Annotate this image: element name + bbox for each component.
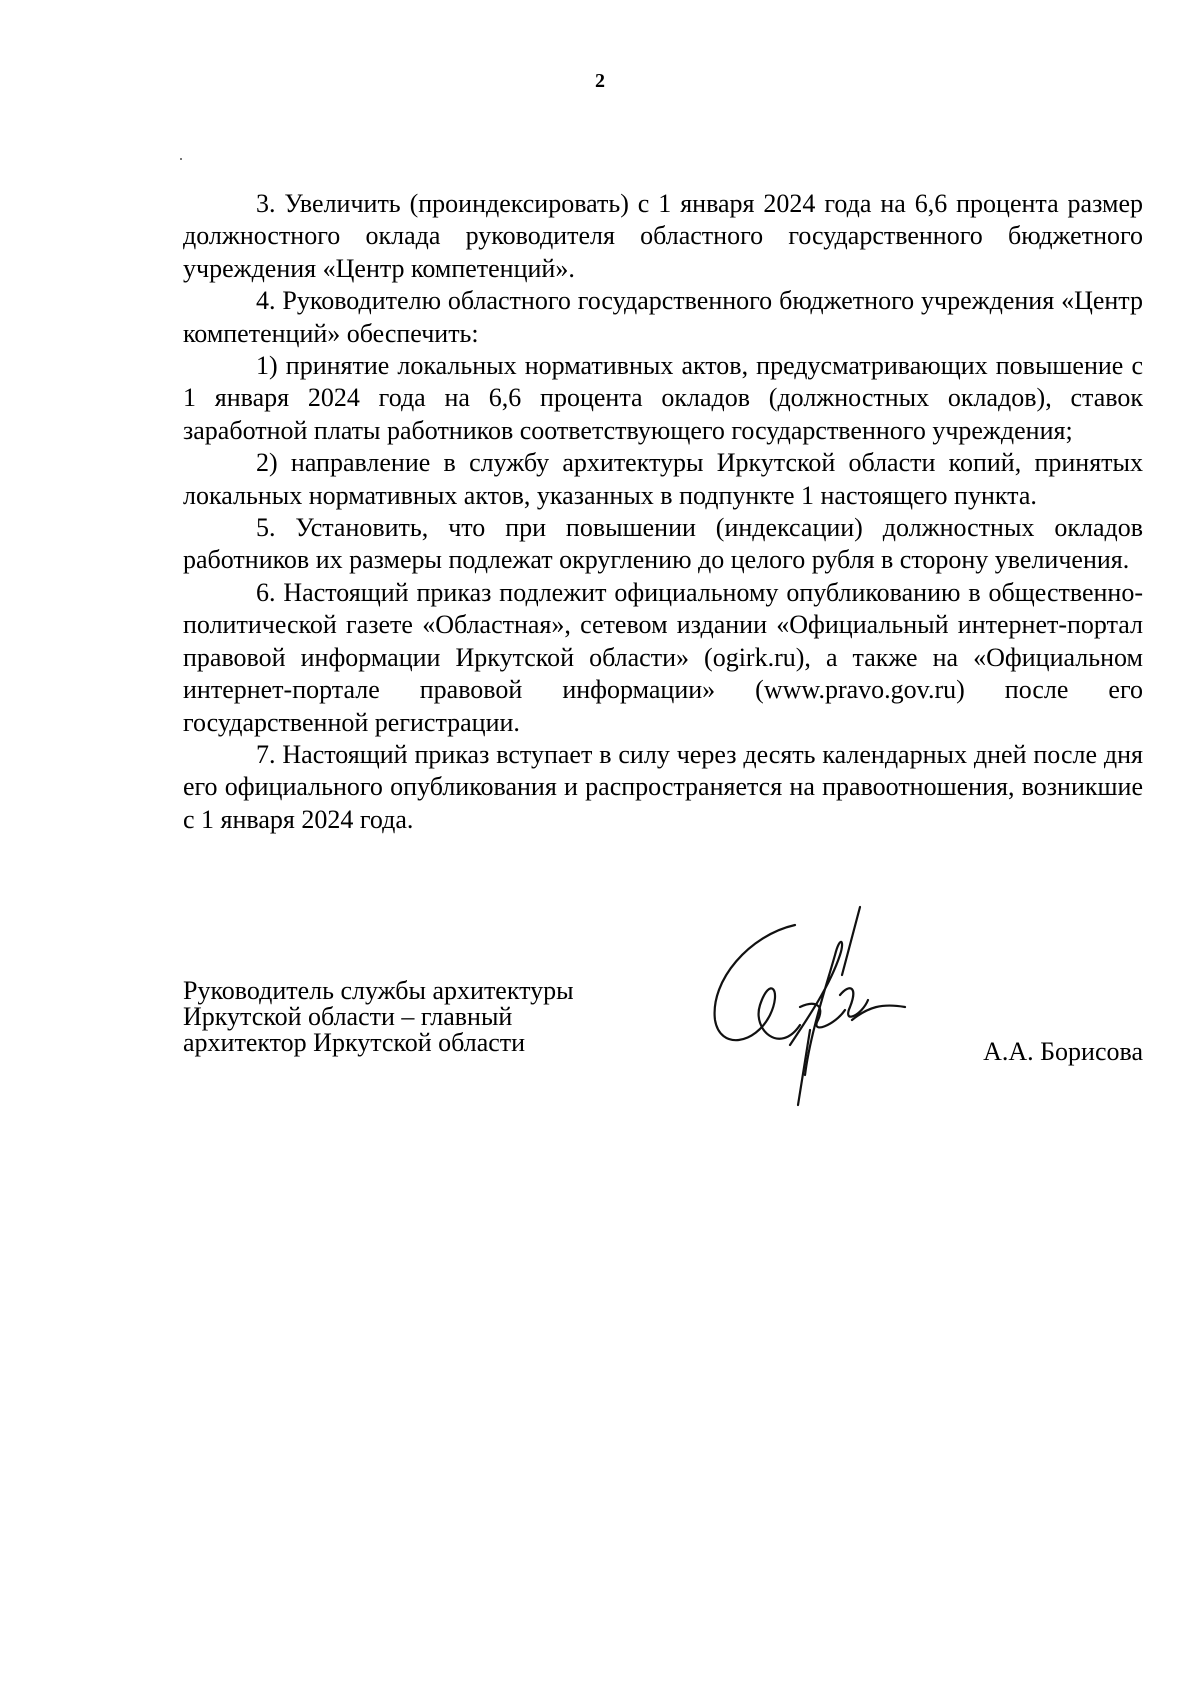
subparagraph-4-2: 2) направление в службу архитектуры Иркутской области копий, принятых локальных нормативных актов, указанных в подпункте 1 настоящего пункта. <box>183 448 1143 510</box>
scan-speck <box>180 158 182 160</box>
signatory-position-line: Иркутской области – главный <box>183 1002 513 1031</box>
paragraph-7-effective-date: 7. Настоящий приказ вступает в силу через десять календарных дней после дня его официального опубликования и распространяется на правоотношения, возникшие с 1 января 2024 года. <box>183 739 1143 834</box>
paragraph-4-obligations: 4. Руководителю областного государственного бюджетного учреждения «Центр компетенций» обеспечить: <box>183 286 1143 348</box>
signatory-position-line: Руководитель службы архитектуры <box>183 976 574 1005</box>
page-number: 2 <box>595 70 605 92</box>
subparagraph-4-1: 1) принятие локальных нормативных актов, предусматривающих повышение с 1 января 2024 года на 6,6 процента окладов (должностных окладов), ставок заработной платы работников соответствующего государственного учреждения; <box>183 351 1143 445</box>
paragraph-6-publication: 6. Настоящий приказ подлежит официальному опубликованию в общественно-политической газете «Областная», сетевом издании «Официальный интернет-портал правовой информации Иркутской области» (ogirk.ru), а также на «Официальном интернет-портале правовой информации» (www.pravo.gov.ru) после его государственной регистрации. <box>183 577 1143 737</box>
signatory-position <box>183 978 574 1056</box>
document-body <box>183 188 1143 836</box>
signatory-position-line: архитектор Иркутской области <box>183 1028 526 1057</box>
signer-name: А.А. Борисова <box>983 1037 1143 1066</box>
paragraph-5-rounding: 5. Установить, что при повышении (индексации) должностных окладов работников их размеры подлежат округлению до целого рубля в сторону увеличения. <box>183 513 1143 575</box>
handwritten-signature <box>690 895 930 1135</box>
paragraph-3-indexation: 3. Увеличить (проиндексировать) с 1 января 2024 года на 6,6 процента размер должностного оклада руководителя областного государственного бюджетного учреждения «Центр компетенций». <box>183 189 1143 283</box>
